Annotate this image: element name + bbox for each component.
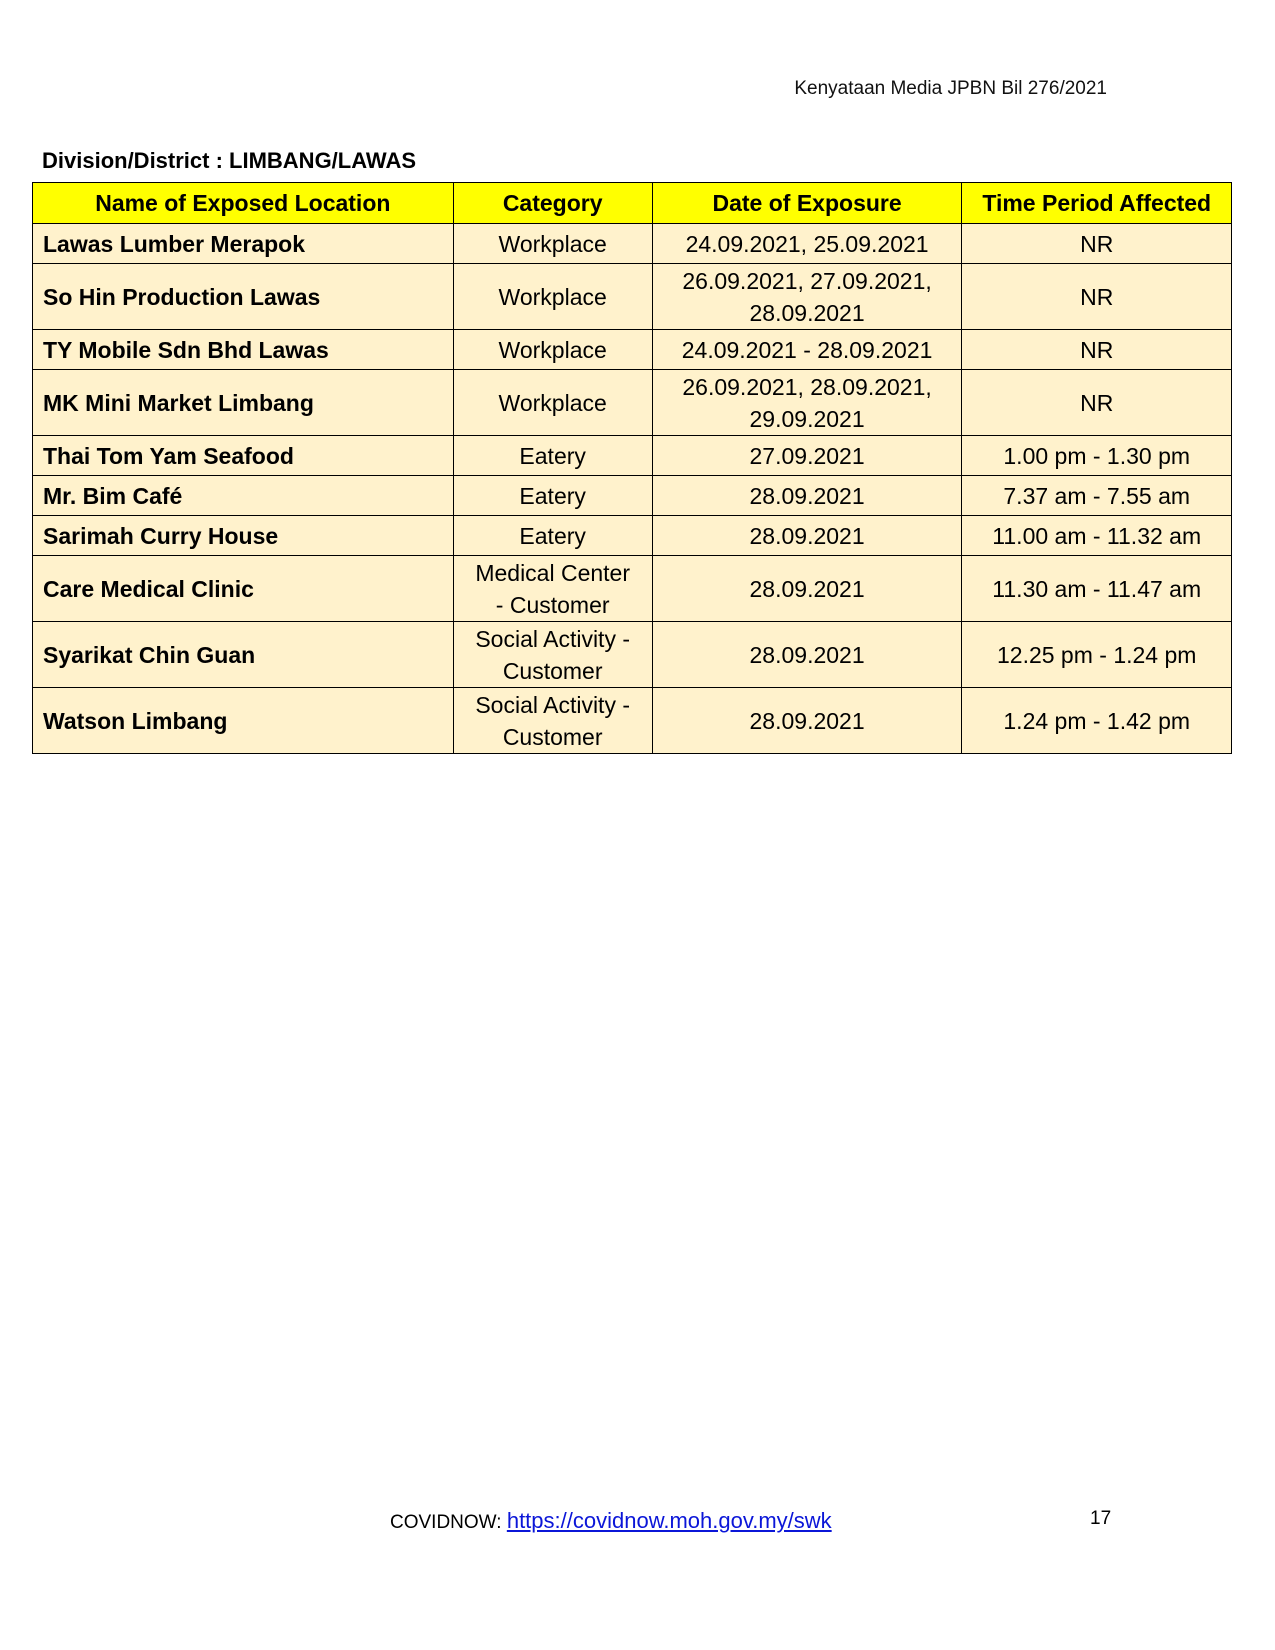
category-line: Eatery — [519, 482, 586, 509]
category-line: Customer — [502, 657, 603, 684]
time-cell: NR — [962, 370, 1232, 436]
table-row — [33, 622, 1232, 688]
category-cell — [453, 516, 652, 556]
page-number: 17 — [1090, 1508, 1112, 1529]
date-cell — [652, 264, 962, 330]
category-cell — [453, 622, 652, 688]
time-cell: 11.30 am - 11.47 am — [962, 556, 1232, 622]
category-cell — [453, 330, 652, 370]
footer — [390, 1508, 832, 1534]
date-line: 27.09.2021 — [749, 442, 865, 469]
date-line: 28.09.2021 — [749, 482, 865, 509]
date-line: 24.09.2021, 25.09.2021 — [685, 230, 929, 257]
table-row — [33, 516, 1232, 556]
date-cell — [652, 622, 962, 688]
date-line: 29.09.2021 — [749, 405, 865, 432]
location-cell: Lawas Lumber Merapok — [33, 224, 454, 264]
time-cell: 7.37 am - 7.55 am — [962, 476, 1232, 516]
time-cell: 1.24 pm - 1.42 pm — [962, 688, 1232, 754]
table-row — [33, 330, 1232, 370]
time-cell: NR — [962, 224, 1232, 264]
time-cell: NR — [962, 264, 1232, 330]
footer-label: COVIDNOW: — [390, 1512, 507, 1533]
category-line: Eatery — [519, 522, 586, 549]
date-line: 28.09.2021 — [749, 707, 865, 734]
category-line: Social Activity - — [475, 691, 630, 718]
time-cell: 1.00 pm - 1.30 pm — [962, 436, 1232, 476]
date-line: 28.09.2021 — [749, 299, 865, 326]
category-line: Eatery — [519, 442, 586, 469]
date-cell — [652, 688, 962, 754]
location-cell: Thai Tom Yam Seafood — [33, 436, 454, 476]
date-line: 28.09.2021 — [749, 641, 865, 668]
table-row — [33, 688, 1232, 754]
date-cell — [652, 516, 962, 556]
category-line: Workplace — [498, 230, 607, 257]
location-cell: Watson Limbang — [33, 688, 454, 754]
district-heading: Division/District : LIMBANG/LAWAS — [42, 148, 417, 173]
exposure-table — [32, 182, 1232, 754]
category-cell — [453, 688, 652, 754]
document-reference: Kenyataan Media JPBN Bil 276/2021 — [794, 78, 1107, 99]
table-row — [33, 264, 1232, 330]
header-category: Category — [453, 183, 652, 224]
header-time: Time Period Affected — [962, 183, 1232, 224]
time-cell: NR — [962, 330, 1232, 370]
category-cell — [453, 370, 652, 436]
date-cell — [652, 224, 962, 264]
table-row — [33, 476, 1232, 516]
location-cell: Syarikat Chin Guan — [33, 622, 454, 688]
category-line: Social Activity - — [475, 625, 630, 652]
header-date: Date of Exposure — [652, 183, 962, 224]
location-cell: Care Medical Clinic — [33, 556, 454, 622]
table-row — [33, 436, 1232, 476]
location-cell: MK Mini Market Limbang — [33, 370, 454, 436]
date-cell — [652, 370, 962, 436]
category-cell — [453, 476, 652, 516]
category-cell — [453, 224, 652, 264]
category-line: - Customer — [495, 591, 610, 618]
date-line: 28.09.2021 — [749, 522, 865, 549]
date-line: 24.09.2021 - 28.09.2021 — [681, 336, 933, 363]
category-line: Workplace — [498, 389, 607, 416]
location-cell: So Hin Production Lawas — [33, 264, 454, 330]
time-cell: 12.25 pm - 1.24 pm — [962, 622, 1232, 688]
location-cell: Mr. Bim Café — [33, 476, 454, 516]
category-cell — [453, 436, 652, 476]
date-cell — [652, 556, 962, 622]
category-line: Customer — [502, 723, 603, 750]
table-header-row — [33, 183, 1232, 224]
date-cell — [652, 476, 962, 516]
category-line: Workplace — [498, 336, 607, 363]
table-row — [33, 370, 1232, 436]
location-cell: Sarimah Curry House — [33, 516, 454, 556]
table-row — [33, 224, 1232, 264]
date-line: 28.09.2021 — [749, 575, 865, 602]
category-line: Workplace — [498, 283, 607, 310]
category-line: Medical Center — [475, 559, 631, 586]
covidnow-link[interactable]: https://covidnow.moh.gov.my/swk — [506, 1508, 832, 1533]
date-cell — [652, 330, 962, 370]
category-cell — [453, 556, 652, 622]
header-location: Name of Exposed Location — [33, 183, 454, 224]
time-cell: 11.00 am - 11.32 am — [962, 516, 1232, 556]
table-row — [33, 556, 1232, 622]
date-cell — [652, 436, 962, 476]
date-line: 26.09.2021, 27.09.2021, — [682, 267, 932, 294]
date-line: 26.09.2021, 28.09.2021, — [682, 373, 932, 400]
category-cell — [453, 264, 652, 330]
location-cell: TY Mobile Sdn Bhd Lawas — [33, 330, 454, 370]
